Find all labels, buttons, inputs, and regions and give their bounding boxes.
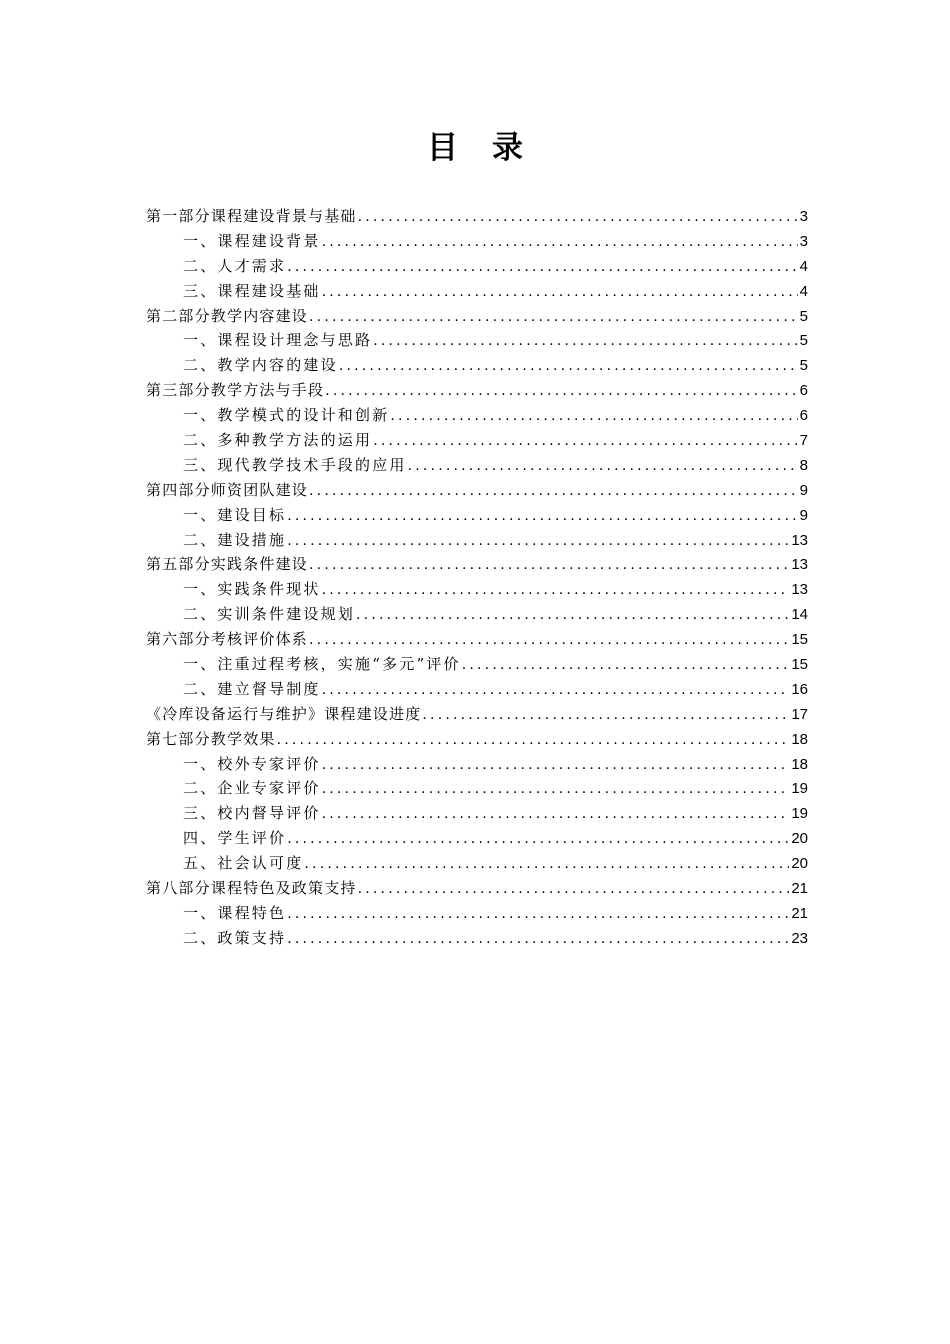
- toc-entry-title: 二、多种教学方法的运用: [183, 431, 373, 450]
- toc-entry-title: 第二部分教学内容建设: [146, 306, 309, 325]
- toc-page-number: 7: [799, 432, 808, 450]
- toc-entry-title: 三、课程建设基础: [183, 281, 321, 300]
- toc-subsection-entry[interactable]: [146, 254, 808, 279]
- dot-leader: [308, 553, 789, 577]
- dot-leader: [372, 429, 797, 453]
- toc-section-entry[interactable]: [146, 702, 808, 727]
- dot-leader: [321, 280, 798, 304]
- toc-subsection-entry[interactable]: [146, 328, 808, 353]
- dot-leader: [276, 728, 790, 752]
- toc-subsection-entry[interactable]: [146, 677, 808, 702]
- toc-entry-title: 第一部分课程建设背景与基础: [146, 207, 357, 225]
- toc-entry-title: 第四部分师资团队建设: [146, 480, 309, 499]
- toc-subsection-entry[interactable]: [146, 776, 808, 801]
- dot-leader: [321, 753, 790, 777]
- toc-page-number: 18: [791, 730, 808, 748]
- dot-leader: [407, 454, 798, 478]
- toc-entry-title: 第五部分实践条件建设: [146, 555, 309, 574]
- toc-entry-title: 一、课程特色: [183, 903, 287, 922]
- dot-leader: [308, 479, 798, 503]
- toc-page-number: 15: [791, 656, 808, 674]
- title-char-1: 目: [427, 130, 458, 166]
- toc-entry-title: 二、教学内容的建设: [183, 356, 338, 375]
- toc-page-number: 4: [799, 282, 808, 300]
- toc-subsection-entry[interactable]: [146, 353, 808, 378]
- dot-leader: [286, 927, 789, 951]
- dot-leader: [321, 678, 790, 702]
- toc-entry-title: 一、注重过程考核，实施“多元”评价: [183, 655, 461, 674]
- dot-leader: [372, 329, 797, 353]
- dot-leader: [286, 255, 797, 279]
- toc-section-entry[interactable]: [146, 304, 808, 329]
- dot-leader: [357, 877, 790, 901]
- toc-page-number: 15: [791, 631, 808, 649]
- dot-leader: [389, 404, 797, 428]
- toc-subsection-entry[interactable]: [146, 801, 808, 826]
- dot-leader: [321, 230, 798, 254]
- toc-entry-title: 第三部分教学方法与手段: [146, 381, 325, 400]
- dot-leader: [286, 504, 797, 528]
- toc-page-number: 13: [791, 531, 808, 549]
- toc-subsection-entry[interactable]: [146, 602, 808, 627]
- dot-leader: [303, 852, 789, 876]
- toc-entry-title: 四、学生评价: [183, 829, 287, 848]
- toc-entry-title: 第七部分教学效果: [146, 729, 276, 748]
- toc-entry-title: 二、实训条件建设规划: [183, 605, 356, 624]
- toc-entry-title: 三、现代教学技术手段的应用: [183, 455, 407, 474]
- toc-section-entry[interactable]: [146, 204, 808, 229]
- toc-page-number: 5: [799, 307, 808, 325]
- toc-page-number: 14: [791, 606, 808, 624]
- toc-page-number: 23: [791, 929, 808, 947]
- toc-page-number: 19: [791, 805, 808, 823]
- toc-subsection-entry[interactable]: [146, 453, 808, 478]
- toc-entry-title: 一、建设目标: [183, 505, 287, 524]
- toc-subsection-entry[interactable]: [146, 428, 808, 453]
- toc-entry-title: 二、人才需求: [183, 256, 287, 275]
- toc-section-entry[interactable]: [146, 876, 808, 901]
- toc-page-number: 13: [791, 581, 808, 599]
- toc-entry-title: 第八部分课程特色及政策支持: [146, 879, 357, 898]
- toc-subsection-entry[interactable]: [146, 229, 808, 254]
- toc-entry-title: 一、教学模式的设计和创新: [183, 406, 390, 425]
- dot-leader: [308, 305, 798, 329]
- dot-leader: [286, 902, 789, 926]
- toc-page-number: 19: [791, 780, 808, 798]
- toc-page-number: 6: [799, 382, 808, 400]
- toc-section-entry[interactable]: [146, 627, 808, 652]
- toc-entry-title: 《冷库设备运行与维护》课程建设进度: [146, 704, 422, 723]
- dot-leader: [286, 827, 789, 851]
- toc-subsection-entry[interactable]: [146, 926, 808, 951]
- toc-page-number: 3: [799, 232, 808, 250]
- toc-entry-title: 一、实践条件现状: [183, 580, 321, 599]
- toc-section-entry[interactable]: [146, 727, 808, 752]
- toc-page-number: 21: [791, 904, 808, 922]
- title-char-2: 录: [492, 130, 523, 166]
- toc-section-entry[interactable]: [146, 552, 808, 577]
- toc-page-number: 20: [791, 830, 808, 848]
- toc-entry-title: 二、建立督导制度: [183, 679, 321, 698]
- dot-leader: [324, 379, 797, 403]
- toc-entry-title: 一、校外专家评价: [183, 754, 321, 773]
- toc-subsection-entry[interactable]: [146, 652, 808, 677]
- dot-leader: [308, 628, 789, 652]
- toc-entry-title: 二、企业专家评价: [183, 779, 321, 798]
- toc-page-number: 4: [799, 257, 808, 275]
- toc-subsection-entry[interactable]: [146, 403, 808, 428]
- dot-leader: [321, 578, 790, 602]
- toc-page-number: 8: [799, 456, 808, 474]
- toc-entry-title: 二、建设措施: [183, 530, 287, 549]
- toc-subsection-entry[interactable]: [146, 503, 808, 528]
- dot-leader: [321, 802, 790, 826]
- toc-entry-title: 三、校内督导评价: [183, 804, 321, 823]
- toc-subsection-entry[interactable]: [146, 752, 808, 777]
- toc-subsection-entry[interactable]: [146, 577, 808, 602]
- toc-entry-title: 五、社会认可度: [183, 854, 304, 873]
- page-title: [0, 126, 950, 170]
- toc-subsection-entry[interactable]: [146, 279, 808, 304]
- dot-leader: [338, 354, 798, 378]
- dot-leader: [461, 653, 790, 677]
- dot-leader: [421, 703, 789, 727]
- toc-entry-title: 一、课程设计理念与思路: [183, 331, 373, 350]
- toc-subsection-entry[interactable]: [146, 528, 808, 553]
- toc-page-number: 5: [799, 357, 808, 375]
- toc-section-entry[interactable]: [146, 378, 808, 403]
- toc-page-number: 5: [799, 332, 808, 350]
- toc-page-number: 9: [799, 481, 808, 499]
- dot-leader: [321, 777, 790, 801]
- dot-leader: [286, 529, 789, 553]
- toc-entry-title: 一、课程建设背景: [183, 231, 321, 250]
- toc-page-number: 16: [791, 680, 808, 698]
- toc-page-number: 21: [791, 880, 808, 898]
- toc-page-number: 17: [791, 705, 808, 723]
- toc-page-number: 3: [799, 208, 808, 225]
- dot-leader: [355, 603, 789, 627]
- toc-entry-title: 二、政策支持: [183, 928, 287, 947]
- toc-page-number: 9: [799, 506, 808, 524]
- table-of-contents: [146, 204, 808, 951]
- toc-page-number: 18: [791, 755, 808, 773]
- dot-leader: [357, 205, 798, 229]
- toc-page-number: 13: [791, 556, 808, 574]
- toc-page-number: 20: [791, 855, 808, 873]
- toc-section-entry[interactable]: [146, 478, 808, 503]
- toc-subsection-entry[interactable]: [146, 826, 808, 851]
- toc-entry-title: 第六部分考核评价体系: [146, 630, 309, 649]
- toc-page-number: 6: [799, 407, 808, 425]
- toc-subsection-entry[interactable]: [146, 851, 808, 876]
- toc-subsection-entry[interactable]: [146, 901, 808, 926]
